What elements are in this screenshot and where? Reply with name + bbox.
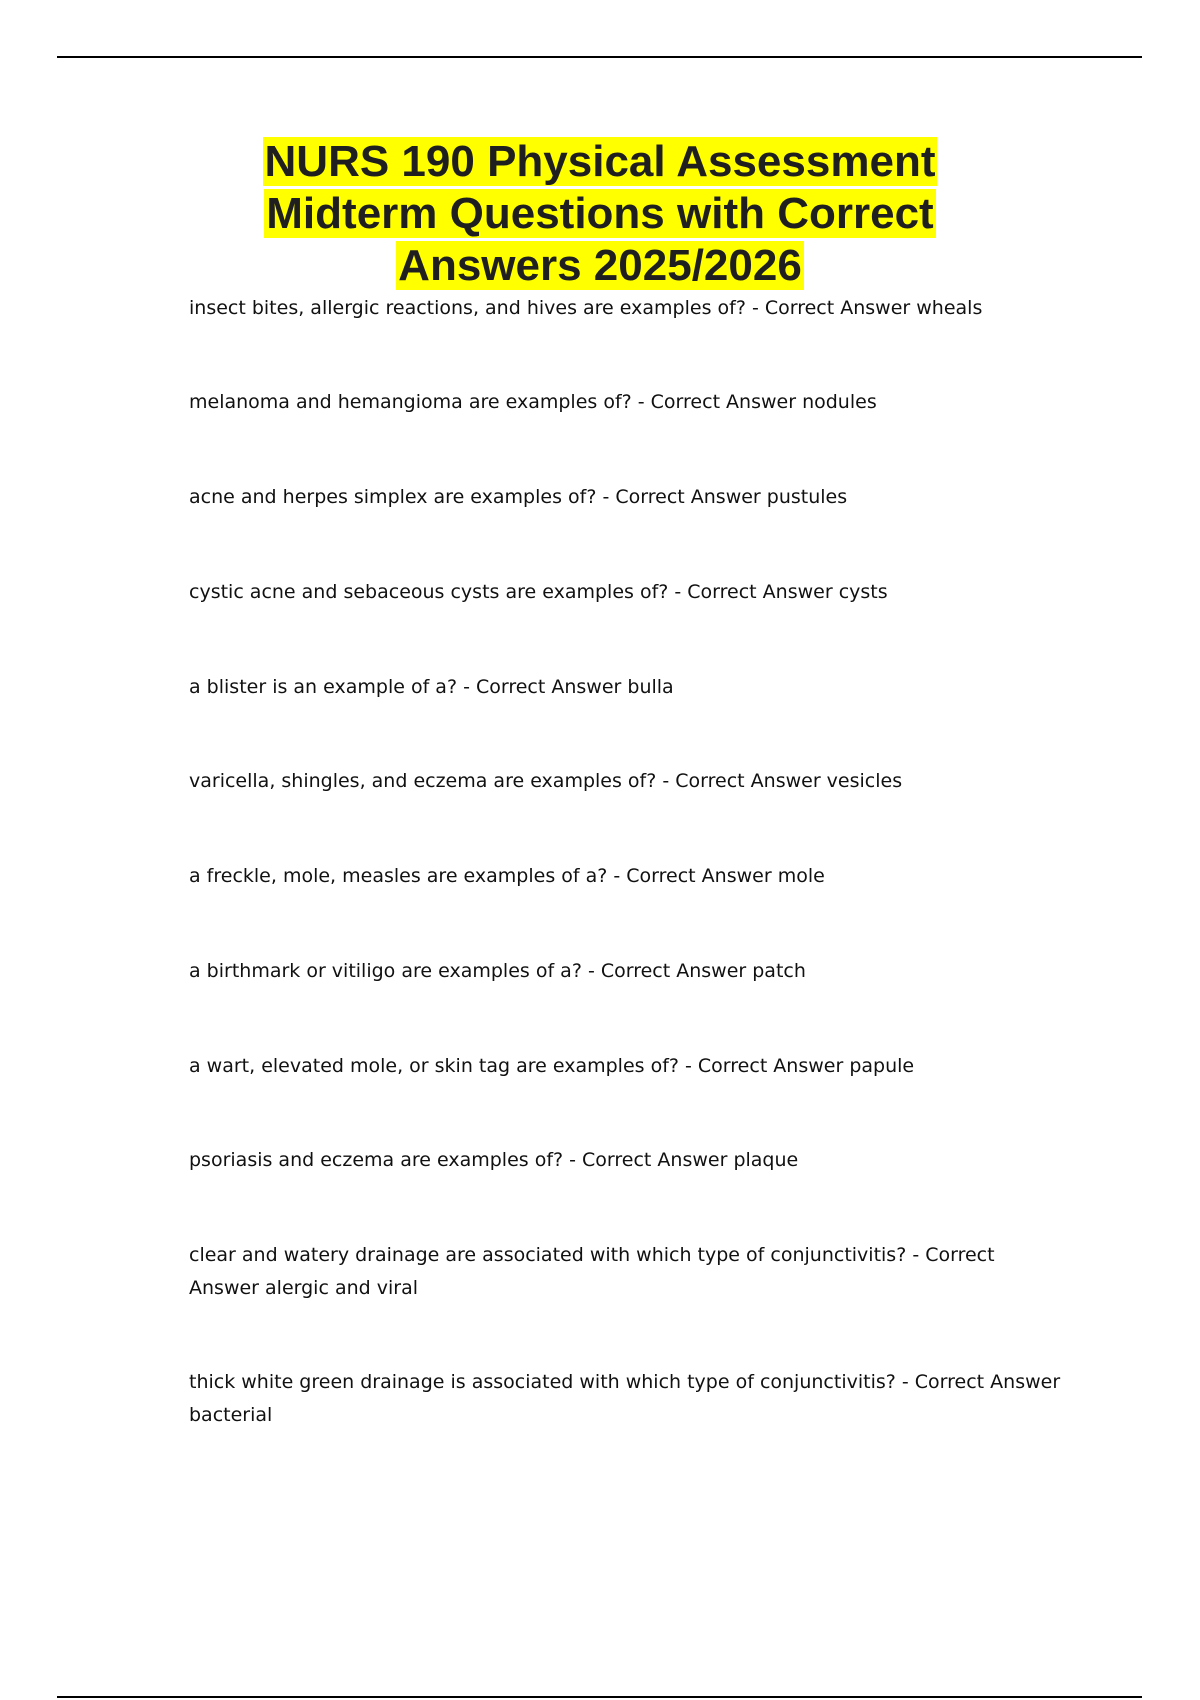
header-rule (57, 56, 1142, 58)
qa-item (189, 576, 1069, 609)
qa-separator: - Correct Answer (457, 676, 628, 698)
qa-question: a wart, elevated mole, or skin tag are examples of? (189, 1055, 679, 1077)
qa-question: insect bites, allergic reactions, and hives are examples of? (189, 297, 746, 319)
qa-answer: vesicles (826, 770, 903, 792)
qa-separator: - Correct Answer (596, 486, 767, 508)
qa-separator: - Correct Answer (631, 391, 803, 413)
qa-item (189, 481, 1069, 514)
qa-question: cystic acne and sebaceous cysts are examples of? (189, 581, 669, 603)
qa-separator: - Correct Answer (668, 581, 839, 603)
qa-separator: - Correct Answer (189, 1244, 995, 1299)
qa-separator: - Correct Answer (678, 1055, 850, 1077)
qa-question: psoriasis and eczema are examples of? (189, 1149, 564, 1171)
qa-item (189, 860, 1069, 893)
qa-answer: wheals (916, 297, 983, 319)
title-line-2: Midterm Questions with Correct (266, 189, 934, 238)
qa-item (189, 1050, 1069, 1083)
qa-answer: cysts (838, 581, 888, 603)
qa-item (189, 1144, 1069, 1177)
qa-question: melanoma and hemangioma are examples of? (189, 391, 632, 413)
qa-question: varicella, shingles, and eczema are examples of? (189, 770, 657, 792)
qa-answer: bacterial (189, 1404, 273, 1426)
qa-answer: patch (752, 960, 806, 982)
qa-question: a freckle, mole, measles are examples of a? (189, 865, 608, 887)
qa-question: a blister is an example of a? (189, 676, 458, 698)
qa-item (189, 1239, 1069, 1305)
qa-separator: - Correct Answer (656, 770, 827, 792)
qa-item (189, 765, 1069, 798)
qa-answer: alergic and viral (265, 1277, 418, 1299)
qa-answer: mole (777, 865, 825, 887)
qa-item (189, 955, 1069, 988)
title-line-1: NURS 190 Physical Assessment (264, 137, 936, 186)
qa-item (189, 671, 1069, 704)
footer-rule (57, 1696, 1142, 1698)
qa-separator: - Correct Answer (607, 865, 778, 887)
qa-question: thick white green drainage is associated with which type of conjunctivitis? (189, 1371, 896, 1393)
qa-question: clear and watery drainage are associated with which type of conjunctivitis? (189, 1244, 907, 1266)
qa-item (189, 386, 1069, 419)
qa-answer: pustules (766, 486, 848, 508)
title-line-3: Answers 2025/2026 (398, 241, 802, 290)
qa-answer: bulla (627, 676, 674, 698)
qa-answer: plaque (733, 1149, 799, 1171)
document-title (150, 136, 1050, 292)
qa-separator: - Correct Answer (895, 1371, 1061, 1393)
qa-item (189, 292, 1069, 325)
qa-item (189, 1366, 1069, 1432)
qa-answer: papule (849, 1055, 915, 1077)
qa-separator: - Correct Answer (745, 297, 917, 319)
qa-separator: - Correct Answer (581, 960, 753, 982)
qa-answer: nodules (802, 391, 877, 413)
qa-separator: - Correct Answer (563, 1149, 734, 1171)
qa-question: a birthmark or vitiligo are examples of a? (189, 960, 582, 982)
qa-question: acne and herpes simplex are examples of? (189, 486, 597, 508)
